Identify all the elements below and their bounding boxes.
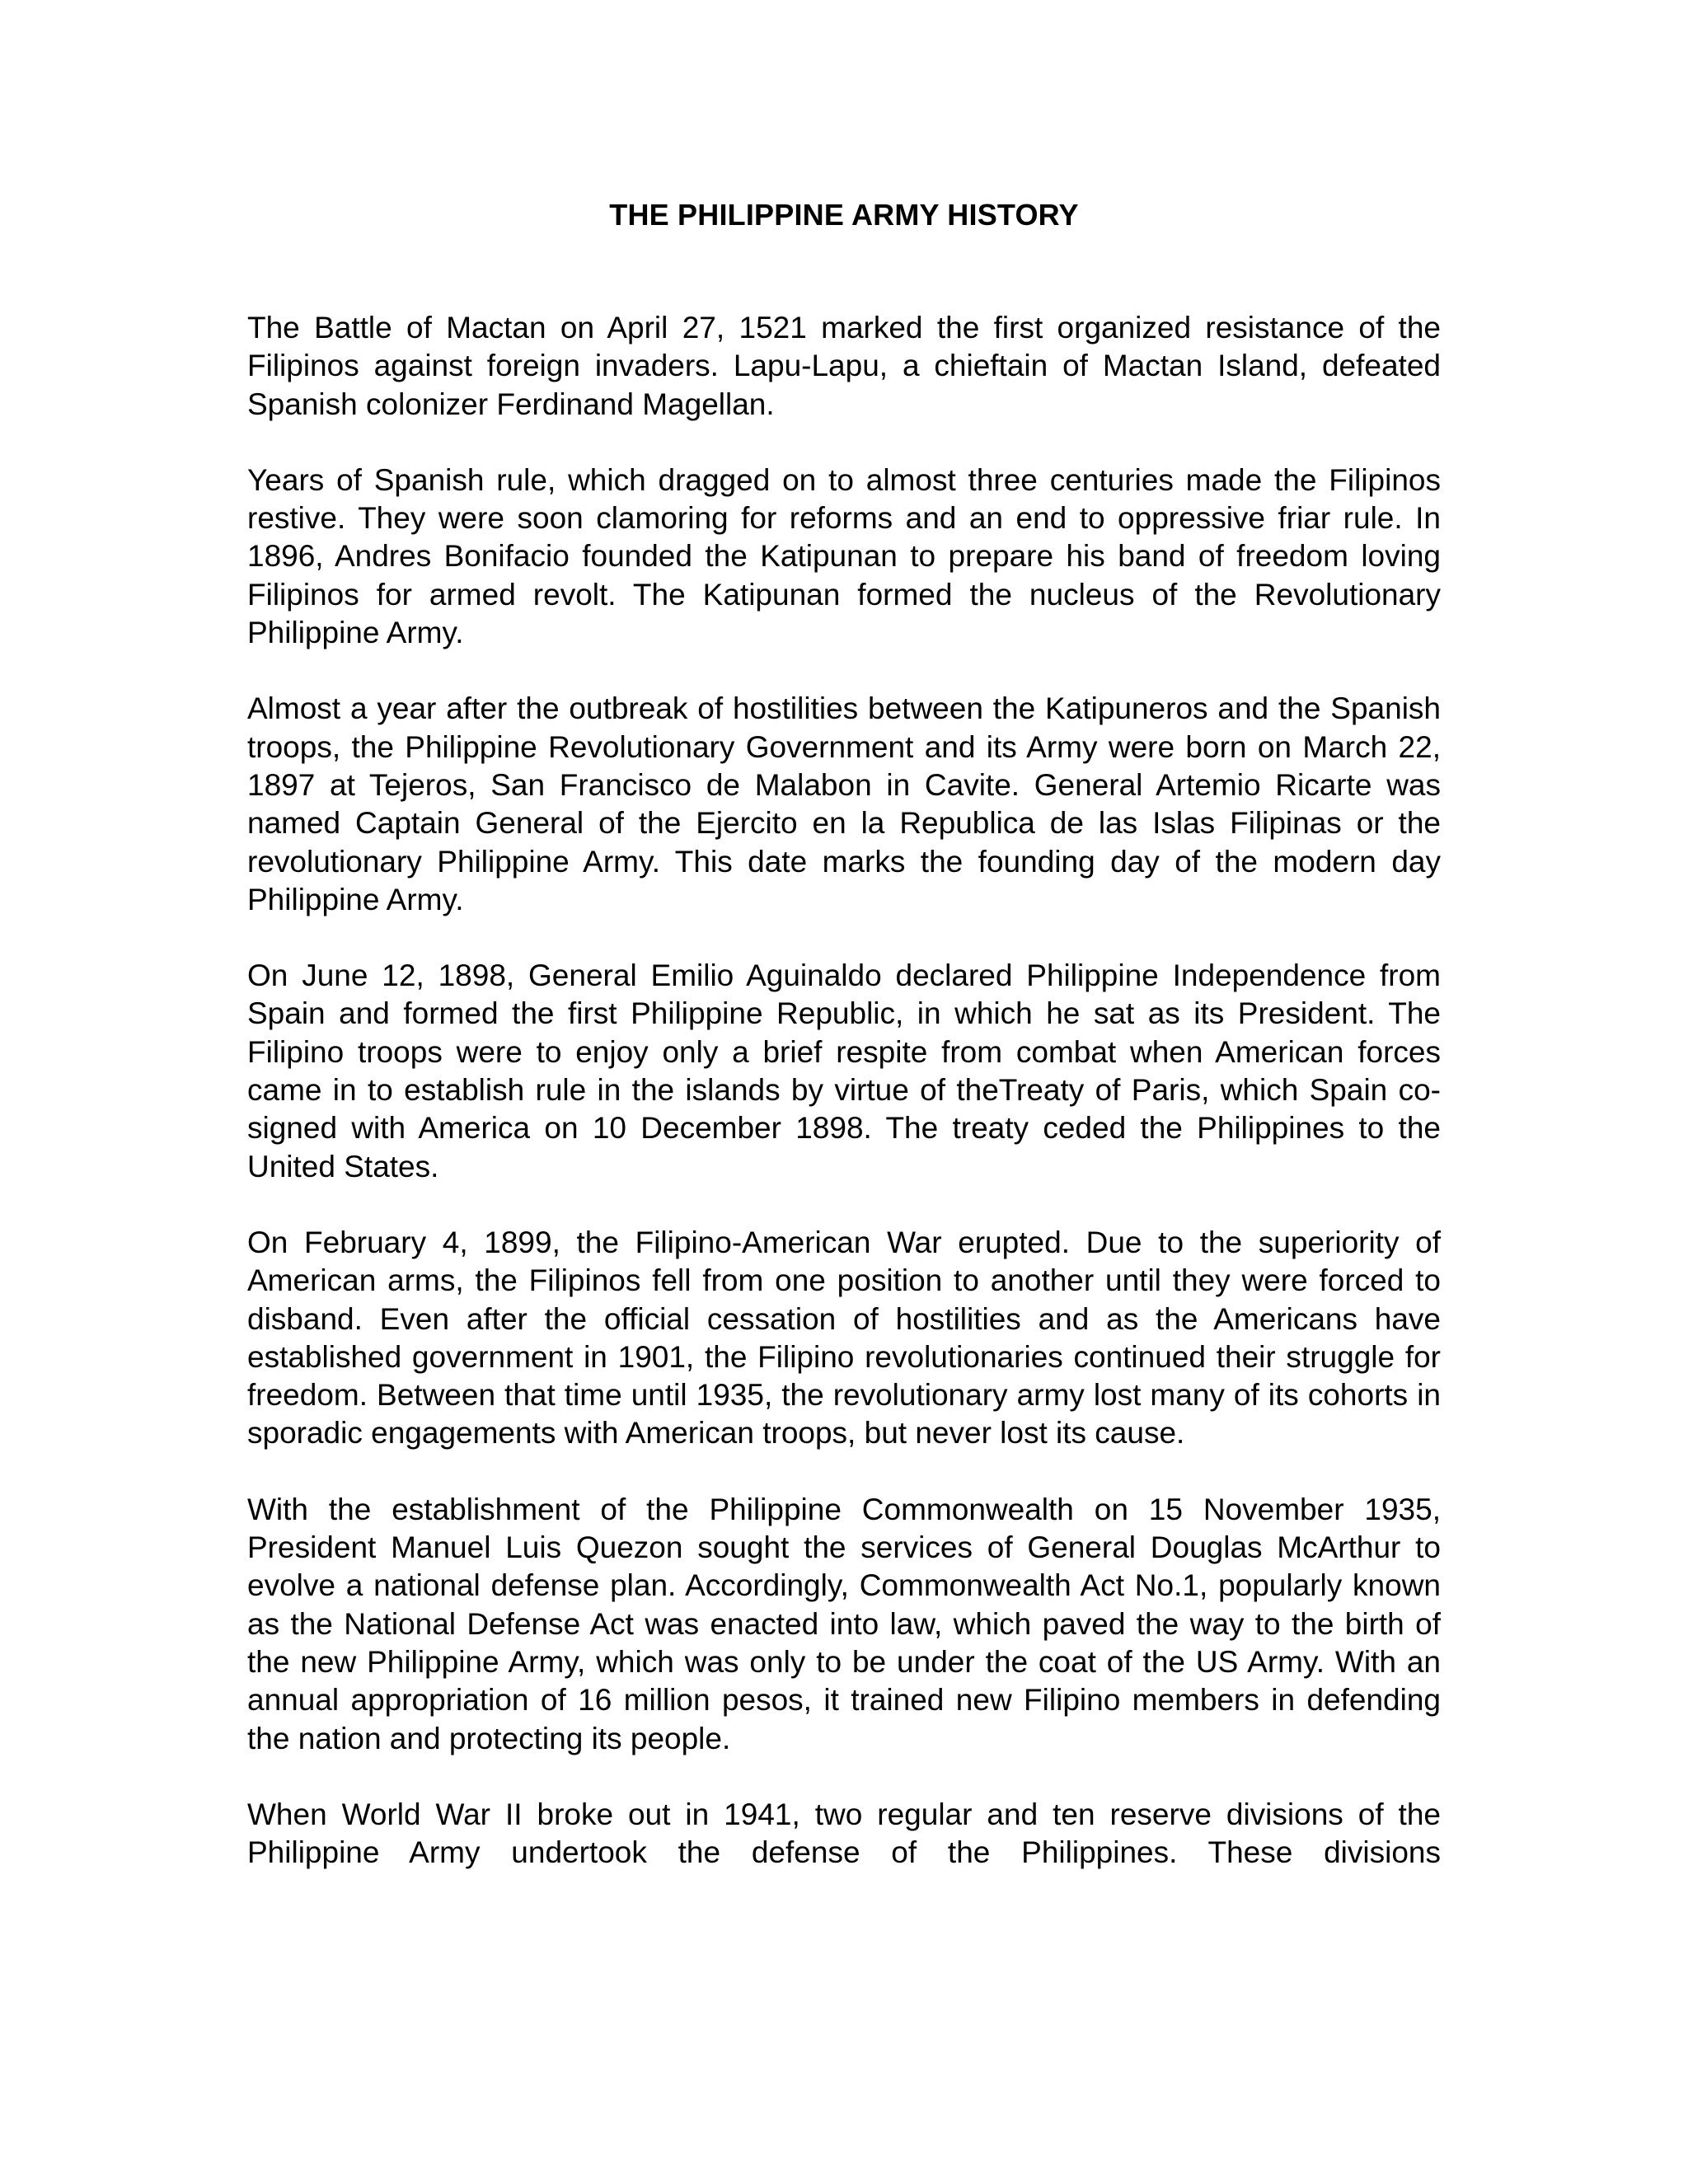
- document-body: [247, 309, 1441, 1910]
- paragraph-commonwealth: With the establishment of the Philippine Commonwealth on 15 November 1935, President Manuel Luis Quezon sought the services of General Douglas McArthur to evolve a national defense plan. Accordingly, Commonwealth Act No.1, popularly known as the National Defense Act was enacted into law, which paved the way to the birth of the new Philippine Army, which was only to be under the coat of the US Army. With an annual appropriation of 16 million pesos, it trained new Filipino members in defending the nation and protecting its people.: [247, 1492, 1441, 1755]
- page-title: THE PHILIPPINE ARMY HISTORY: [609, 198, 1079, 232]
- paragraph-revolutionary-government: Almost a year after the outbreak of hostilities between the Katipuneros and the Spanish troops, the Philippine Revolutionary Government and its Army were born on March 22, 1897 at Tejeros, San Francisco de Malabon in Cavite. General Artemio Ricarte was named Captain General of the Ejercito en la Republica de las Islas Filipinas or the revolutionary Philippine Army. This date marks the founding day of the modern day Philippine Army.: [247, 691, 1441, 916]
- paragraph-spanish-rule: Years of Spanish rule, which dragged on to almost three centuries made the Filipinos restive. They were soon clamoring for reforms and an end to oppressive friar rule. In 1896, Andres Bonifacio founded the Katipunan to prepare his band of freedom loving Filipinos for armed revolt. The Katipunan formed the nucleus of the Revolutionary Philippine Army.: [247, 462, 1441, 650]
- paragraph-independence: On June 12, 1898, General Emilio Aguinaldo declared Philippine Independence from Spain and formed the first Philippine Republic, in which he sat as its President. The Filipino troops were to enjoy only a brief respite from combat when American forces came in to establish rule in the islands by virtue of theTreaty of Paris, which Spain co-signed with America on 10 December 1898. The treaty ceded the Philippines to the United States.: [247, 958, 1441, 1183]
- paragraph-battle-of-mactan: The Battle of Mactan on April 27, 1521 marked the first organized resistance of the Filipinos against foreign invaders. Lapu-Lapu, a chieftain of Mactan Island, defeated Spanish colonizer Ferdinand Magellan.: [247, 311, 1441, 421]
- paragraph-filipino-american-war: On February 4, 1899, the Filipino-American War erupted. Due to the superiority of American arms, the Filipinos fell from one position to another until they were forced to disband. Even after the official cessation of hostilities and as the Americans have established government in 1901, the Filipino revolutionaries continued their struggle for freedom. Between that time until 1935, the revolutionary army lost many of its cohorts in sporadic engagements with American troops, but never lost its cause.: [247, 1225, 1441, 1451]
- paragraph-world-war-ii: When World War II broke out in 1941, two regular and ten reserve divisions of the Philippine Army undertook the defense of the Philippines. These divisions: [247, 1797, 1441, 1870]
